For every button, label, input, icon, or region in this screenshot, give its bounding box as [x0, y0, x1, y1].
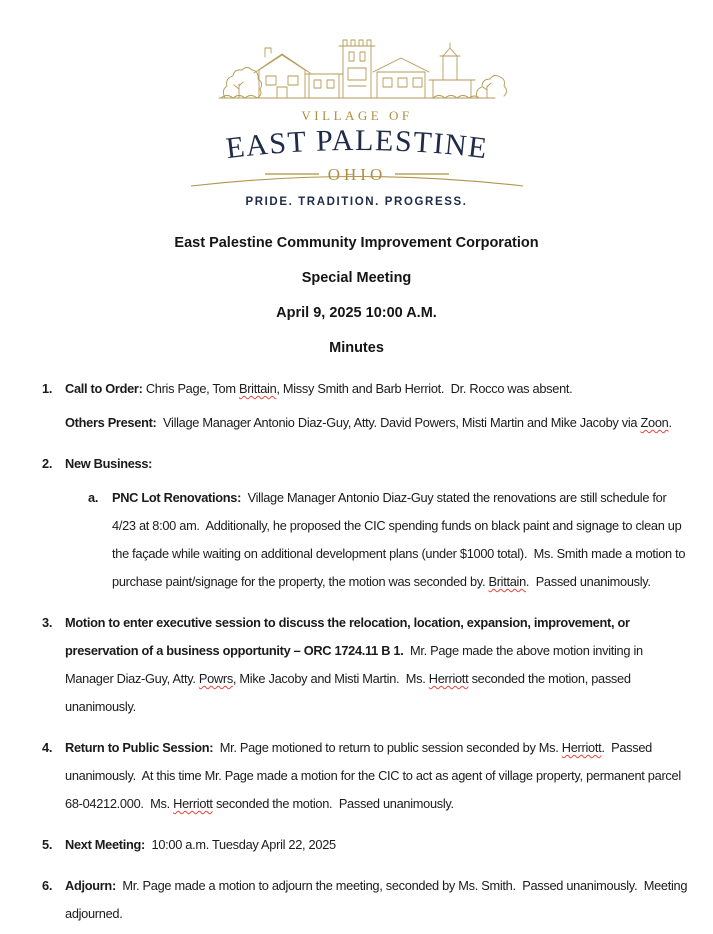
item-number: 5. [42, 837, 53, 852]
minutes-item [42, 609, 690, 727]
paragraph [65, 450, 690, 478]
village-logo [0, 0, 713, 208]
item-body [65, 450, 690, 602]
document-title: East Palestine Community Improvement Corporation [174, 235, 539, 251]
text-run: . Passed unanimously. At this time Mr. Page made a motion for the CIC to act as agent of village property, permanent parcel 68-04212.000. Ms. [65, 740, 685, 811]
minutes-sub-item [65, 484, 690, 602]
item-number: 3. [42, 615, 53, 630]
misspelled-word: Brittain [238, 381, 277, 396]
bold-run: Return to Public Session: [65, 740, 214, 755]
paragraph [65, 375, 690, 403]
village-logo-svg [181, 26, 533, 190]
paragraph [65, 831, 690, 859]
paragraph [65, 734, 690, 818]
bold-run: New Business: [65, 456, 153, 471]
meeting-type: Special Meeting [301, 270, 412, 286]
text-run: seconded the motion, passed unanimously. [65, 671, 634, 714]
misspelled-word: Herriott [173, 796, 213, 811]
item-number: 1. [42, 381, 53, 396]
text-run: Mr. Page made the above motion inviting in Manager Diaz-Guy, Atty. [65, 643, 647, 686]
minutes-label: Minutes [329, 340, 384, 356]
bold-run: Others Present: [65, 415, 157, 430]
paragraph [65, 872, 690, 928]
bold-run: Next Meeting: [65, 837, 145, 852]
minutes-item [42, 872, 690, 934]
item-number: 6. [42, 878, 53, 893]
minutes-item [42, 375, 690, 443]
bold-run: Motion to enter executive session to discuss the relocation, location, expansion, improvement, or preservation of a business opportunity – ORC 1724.11 B 1. [65, 615, 633, 658]
text-run: Village Manager Antonio Diaz-Guy, Atty. David Powers, Misti Martin and Mike Jacoby via [156, 415, 641, 430]
text-run: Village Manager Antonio Diaz-Guy stated the renovations are still schedule for 4/23 at 8:00 am. Additionally, he proposed the CIC spending funds on black paint and signage to clean up the façade while waiting on additional development plans (under $1000 total). Ms. Smith made a motion to purchase paint/signage for the property, the motion was seconded by. [112, 490, 689, 589]
minutes-item [42, 734, 690, 824]
item-number: 2. [42, 456, 53, 471]
item-body [65, 375, 690, 443]
minutes-list [42, 375, 690, 934]
text-run: Chris Page, Tom [142, 381, 239, 396]
misspelled-word: Zoon [640, 415, 669, 430]
village-illustration-icon [219, 40, 507, 98]
document-headings [0, 234, 713, 358]
minutes-item [42, 831, 690, 865]
paragraph [112, 484, 690, 596]
item-body [65, 831, 690, 865]
item-body [65, 734, 690, 824]
paragraph [65, 609, 690, 721]
item-body [65, 609, 690, 727]
misspelled-word: Powrs [198, 671, 233, 686]
bold-run: PNC Lot Renovations: [112, 490, 242, 505]
text-run: . [668, 415, 672, 430]
text-run: Mr. Page made a motion to adjourn the meeting, seconded by Ms. Smith. Passed unanimously. Meeting adjourned. [65, 878, 691, 921]
item-number: 4. [42, 740, 53, 755]
misspelled-word: Herriott [561, 740, 602, 755]
meeting-datetime: April 9, 2025 10:00 A.M. [276, 305, 437, 321]
misspelled-word: Brittain [488, 574, 526, 589]
misspelled-word: Herriott [428, 671, 469, 686]
text-run: , Mike Jacoby and Misti Martin. Ms. [232, 671, 429, 686]
minutes-item [42, 450, 690, 602]
paragraph [65, 409, 690, 437]
bold-run: Adjourn: [65, 878, 116, 893]
sub-item-letter: a. [88, 490, 99, 505]
text-run: Mr. Page motioned to return to public session seconded by Ms. [213, 740, 562, 755]
text-run: 10:00 a.m. Tuesday April 22, 2025 [145, 837, 336, 852]
logo-tagline: PRIDE. TRADITION. PROGRESS. [245, 196, 468, 208]
item-body [65, 872, 690, 934]
text-run: , Missy Smith and Barb Herriot. Dr. Rocco was absent. [276, 381, 573, 396]
logo-state: OHIO [327, 165, 386, 184]
logo-name: EAST PALESTINE [223, 123, 490, 166]
bold-run: Call to Order: [65, 381, 143, 396]
text-run: seconded the motion. Passed unanimously. [212, 796, 454, 811]
text-run: . Passed unanimously. [525, 574, 651, 589]
logo-village-of: VILLAGE OF [300, 108, 413, 123]
sub-item-body [112, 484, 690, 602]
